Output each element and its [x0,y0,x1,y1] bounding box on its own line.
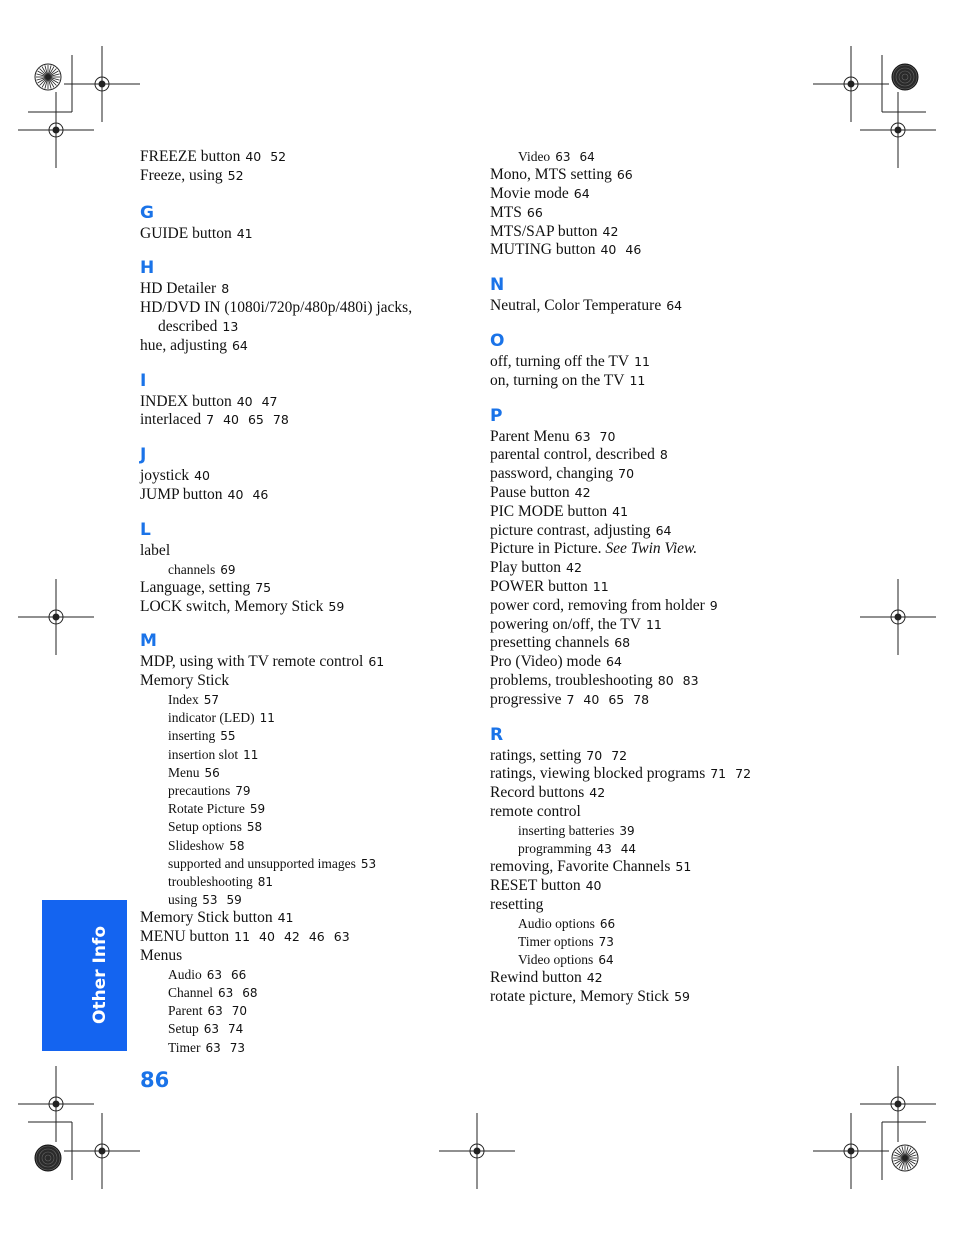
index-term: password, changing [490,465,614,483]
index-term: INDEX button [140,392,232,410]
index-entry [140,280,470,299]
index-entry [140,148,470,167]
page-ref: 72 [611,747,628,763]
index-term: MDP, using with TV remote control [140,653,364,671]
crosshair-dot [848,81,855,88]
page-ref: 80 [657,672,674,688]
index-term: Channel [168,984,213,1000]
index-term: Record buttons [490,784,585,802]
index-term: Rotate Picture [168,801,245,817]
page-ref: 52 [270,149,287,164]
index-letter-heading: J [140,445,147,466]
index-term: Pause button [490,483,570,501]
page-ref: 58 [229,838,245,853]
page-ref: 40 [227,486,244,502]
index-term: Freeze, using [140,166,223,184]
page-ref: 46 [308,929,325,945]
page-ref: 66 [526,204,543,220]
index-subentry [140,764,470,782]
page-number: 86 [140,1068,170,1092]
index-term: resetting [490,895,544,913]
index-term: removing, Favorite Channels [490,858,671,876]
index-entry [140,909,470,928]
index-entry [490,969,820,988]
page-ref: 63 [205,1040,221,1055]
index-term: MUTING button [490,241,596,259]
index-entry [490,185,820,204]
index-term: Menu [168,764,200,780]
index-term: Menus [140,946,183,964]
index-term: HD/DVD IN (1080i/720p/480p/480i) jacks, [140,299,413,317]
index-term: using [168,892,198,908]
page-ref: 64 [655,522,672,538]
page-ref: 70 [231,1004,248,1019]
index-entry [490,653,820,672]
index-term: Audio [168,966,202,982]
page-ref: 72 [735,766,752,782]
index-term: ratings, setting [490,746,582,764]
page-ref: 78 [272,412,289,428]
index-entry [490,877,820,896]
index-letter-heading: L [140,519,151,540]
index-term: interlaced [140,411,202,429]
index-entry [140,225,470,244]
index-entry [490,634,820,653]
index-term: PIC MODE button [490,502,608,520]
index-term: problems, troubleshooting [490,671,653,689]
index-term: rotate picture, Memory Stick [490,987,670,1005]
page-ref: 40 [245,149,262,164]
crosshair-dot [895,1101,902,1108]
index-term: power cord, removing from holder [490,596,705,614]
index-letter-heading: R [490,724,504,745]
index-column-right [490,148,820,1007]
page-ref: 13 [222,318,239,334]
page-ref: 40 [194,468,210,484]
index-letter-heading: H [140,258,155,279]
section-side-tab [42,900,127,1051]
index-entry [140,653,470,672]
page-ref: 7 [566,691,575,707]
index-term: FREEZE button [140,148,241,165]
index-term: parental control, described [490,446,655,464]
page-ref: 11 [234,929,251,945]
page-ref: 69 [220,562,236,577]
index-term: inserting [168,728,216,744]
crosshair-dot [895,127,902,134]
index-subentry [140,966,470,984]
index-term: Play button [490,559,562,577]
index-subentry [140,800,470,818]
index-subentry [490,840,820,858]
index-term: LOCK switch, Memory Stick [140,597,324,615]
page-ref: 78 [633,691,650,707]
index-entry [490,747,820,766]
index-entry [490,765,820,784]
index-entry [140,411,470,430]
page-ref: 40 [583,691,600,707]
page-ref: 56 [204,765,220,780]
index-term: Setup [168,1021,199,1037]
page-ref: 53 [360,856,377,871]
index-subentry [490,822,820,840]
page-ref: 81 [257,874,274,889]
page-ref: 11 [243,747,259,762]
index-subentry [140,727,470,745]
page-ref: 11 [592,578,609,594]
index-letter-heading: I [140,370,147,391]
page-ref: 40 [236,393,253,409]
page-ref: 8 [659,447,668,463]
index-term: HD Detailer [140,280,217,298]
index-term: precautions [168,782,231,798]
page-ref: 59 [226,893,242,908]
index-subentry [140,782,470,800]
index-term: hue, adjusting [140,336,227,354]
index-term: Parent Menu [490,427,570,445]
page-ref: 66 [616,167,633,183]
page-ref: 74 [228,1022,244,1037]
page-ref: 9 [709,597,718,613]
index-term: progressive [490,690,562,708]
index-term: Rewind button [490,969,582,987]
index-subentry [490,148,820,166]
page-ref: 63 [206,967,223,982]
index-entry [490,223,820,242]
index-entry [490,616,820,635]
index-term: Language, setting [140,578,251,596]
index-subentry [490,933,820,951]
page-ref: 63 [555,150,571,164]
index-term: Neutral, Color Temperature [490,297,662,315]
index-term: troubleshooting [168,873,253,889]
index-entry [490,241,820,260]
index-entry [490,988,820,1007]
index-term: powering on/off, the TV [490,615,641,633]
index-term: picture contrast, adjusting [490,521,651,539]
page-ref: 40 [600,242,617,258]
index-entry [140,598,470,617]
index-term: off, turning off the TV [490,352,630,370]
index-entry [140,579,470,598]
page-ref: 66 [231,967,247,982]
page-ref: 59 [249,802,266,817]
index-subentry [140,855,470,873]
index-entry [490,446,820,465]
index-term: ratings, viewing blocked programs [490,765,706,783]
index-term: joystick [140,467,190,485]
page-ref: 57 [203,692,220,707]
page-ref: 73 [598,934,614,949]
index-column-left [140,148,470,1057]
page-ref: 46 [625,242,642,258]
index-term: Slideshow [168,837,225,853]
page-ref: 66 [599,916,616,931]
crosshair-dot [53,1101,60,1108]
index-term: Setup options [168,819,242,835]
page-ref: 59 [328,598,345,614]
page-ref: 63 [574,428,591,444]
crosshair-dot [848,1148,855,1155]
page-ref: 63 [207,1004,223,1019]
page-ref: 47 [261,393,278,409]
page-ref: 64 [598,952,614,967]
index-entry [490,372,820,391]
index-term: supported and unsupported images [168,855,356,871]
index-term: Memory Stick button [140,909,273,927]
index-term: Timer options [518,933,594,949]
index-letter-heading: N [490,275,505,296]
page-ref: 11 [629,372,646,388]
index-entry [490,578,820,597]
index-subentry [140,1002,470,1020]
index-entry [490,803,820,822]
page-ref: 68 [242,985,258,1000]
page-ref: 42 [586,970,603,986]
index-entry [140,947,470,966]
index-term: indicator (LED) [168,710,255,726]
page-ref: 70 [618,466,635,482]
index-subentry [140,691,470,709]
page-ref: 63 [333,929,350,945]
see-reference: See Twin View. [605,540,698,558]
page-ref: 41 [277,910,294,926]
index-entry [490,297,820,316]
page-ref: 11 [645,616,662,632]
crosshair-dot [99,81,106,88]
index-term: POWER button [490,577,588,595]
page-ref: 52 [227,167,244,183]
page-ref: 42 [566,560,582,576]
page-ref: 61 [368,654,385,670]
page-ref: 55 [220,729,236,744]
index-term: RESET button [490,876,581,894]
crosshair-dot [895,614,902,621]
index-entry [490,559,820,578]
page-ref: 63 [218,985,234,1000]
index-term: Mono, MTS setting [490,166,612,184]
index-entry [490,166,820,185]
index-subentry [140,873,470,891]
index-term: programming [518,840,592,856]
index-term: GUIDE button [140,224,232,242]
index-term: MENU button [140,928,230,946]
index-term: Audio options [518,915,595,931]
index-letter-heading: G [140,202,154,223]
page-ref: 63 [203,1022,220,1037]
index-term: Pro (Video) mode [490,653,601,671]
crosshair-dot [474,1148,481,1155]
crosshair-dot [53,127,60,134]
starburst-center [46,75,51,80]
index-entry [490,503,820,522]
index-term-continuation [140,318,470,337]
index-term: Memory Stick [140,672,230,690]
page-ref: 64 [666,298,683,314]
index-letter-heading: M [140,631,157,652]
page-ref: 79 [235,783,251,798]
index-term: presetting channels [490,634,610,652]
page-ref: 75 [255,579,272,595]
index-entry [490,353,820,372]
section-side-tab-label: Other Info [90,925,110,1025]
index-entry [490,540,820,559]
index-term-continuation-text: described [158,317,218,335]
page-ref: 59 [674,988,690,1004]
page-ref: 64 [606,654,622,670]
page-ref: 53 [202,893,218,908]
page-ref: 65 [608,691,625,707]
index-term: on, turning on the TV [490,371,625,389]
page-ref: 44 [620,841,637,856]
page-ref: 64 [231,337,248,353]
index-entry [140,337,470,356]
index-subentry [140,891,470,909]
index-term: Movie mode [490,185,569,202]
index-entry [490,784,820,803]
page-ref: 41 [612,503,629,519]
page-ref: 83 [682,672,699,688]
index-term: label [140,541,171,559]
index-term: Video [518,149,551,164]
index-term: insertion slot [168,746,239,762]
index-entry [140,486,470,505]
index-entry [490,597,820,616]
index-entry [490,858,820,877]
page-ref: 68 [614,635,631,651]
index-letter-heading: P [490,405,503,426]
index-entry [490,204,820,223]
index-entry [490,484,820,503]
index-subentry [140,709,470,727]
page-ref: 73 [229,1040,246,1055]
page-ref: 43 [596,841,612,856]
index-subentry [140,561,470,579]
index-subentry [140,984,470,1002]
index-term: inserting batteries [518,822,615,838]
index-entry [140,928,470,947]
page-ref: 65 [247,412,264,428]
index-entry [490,672,820,691]
index-entry [140,393,470,412]
page-ref: 64 [579,150,595,164]
page-ref: 39 [619,823,635,838]
page-ref: 41 [236,225,253,241]
index-term: MTS/SAP button [490,222,598,240]
index-entry [490,428,820,447]
index-subentry [140,1039,470,1057]
page-ref: 46 [252,486,269,502]
index-term: JUMP button [140,485,223,503]
index-entry [140,542,470,561]
page-ref: 51 [675,859,692,875]
crosshair-dot [53,614,60,621]
index-term: channels [168,561,216,577]
index-term: Parent [168,1003,203,1019]
index-entry [490,465,820,484]
index-entry [140,672,470,691]
index-subentry [490,951,820,969]
index-entry [140,167,470,186]
index-term: remote control [490,802,581,820]
page-ref: 11 [634,353,650,369]
index-entry [490,896,820,915]
page-ref: 7 [206,412,215,428]
index-entry [140,299,470,337]
page-ref: 40 [585,877,602,893]
page-ref: 42 [602,223,619,239]
index-subentry [140,1020,470,1038]
page-ref: 70 [599,428,616,444]
page-ref: 64 [573,186,590,201]
index-subentry [140,837,470,855]
page-ref: 42 [589,785,606,801]
index-term: Video options [518,951,594,967]
page-ref: 40 [259,929,275,945]
index-entry [490,522,820,541]
index-term: Timer [168,1039,201,1055]
index-letter-heading: O [490,330,505,351]
index-subentry [490,915,820,933]
page-ref: 8 [221,281,230,297]
index-entry [490,691,820,710]
index-subentry [140,818,470,836]
index-term: MTS [490,203,522,221]
page-ref: 42 [574,484,591,500]
starburst-center [903,1156,908,1161]
page-ref: 42 [283,929,300,945]
page-ref: 71 [710,766,727,782]
index-term: Picture in Picture. [490,540,602,558]
crosshair-dot [99,1148,106,1155]
index-term: Index [168,691,199,707]
page-ref: 11 [259,711,275,726]
page-ref: 40 [223,412,239,428]
page-ref: 58 [246,820,263,835]
index-subentry [140,746,470,764]
index-entry [140,467,470,486]
page-ref: 70 [586,747,603,763]
